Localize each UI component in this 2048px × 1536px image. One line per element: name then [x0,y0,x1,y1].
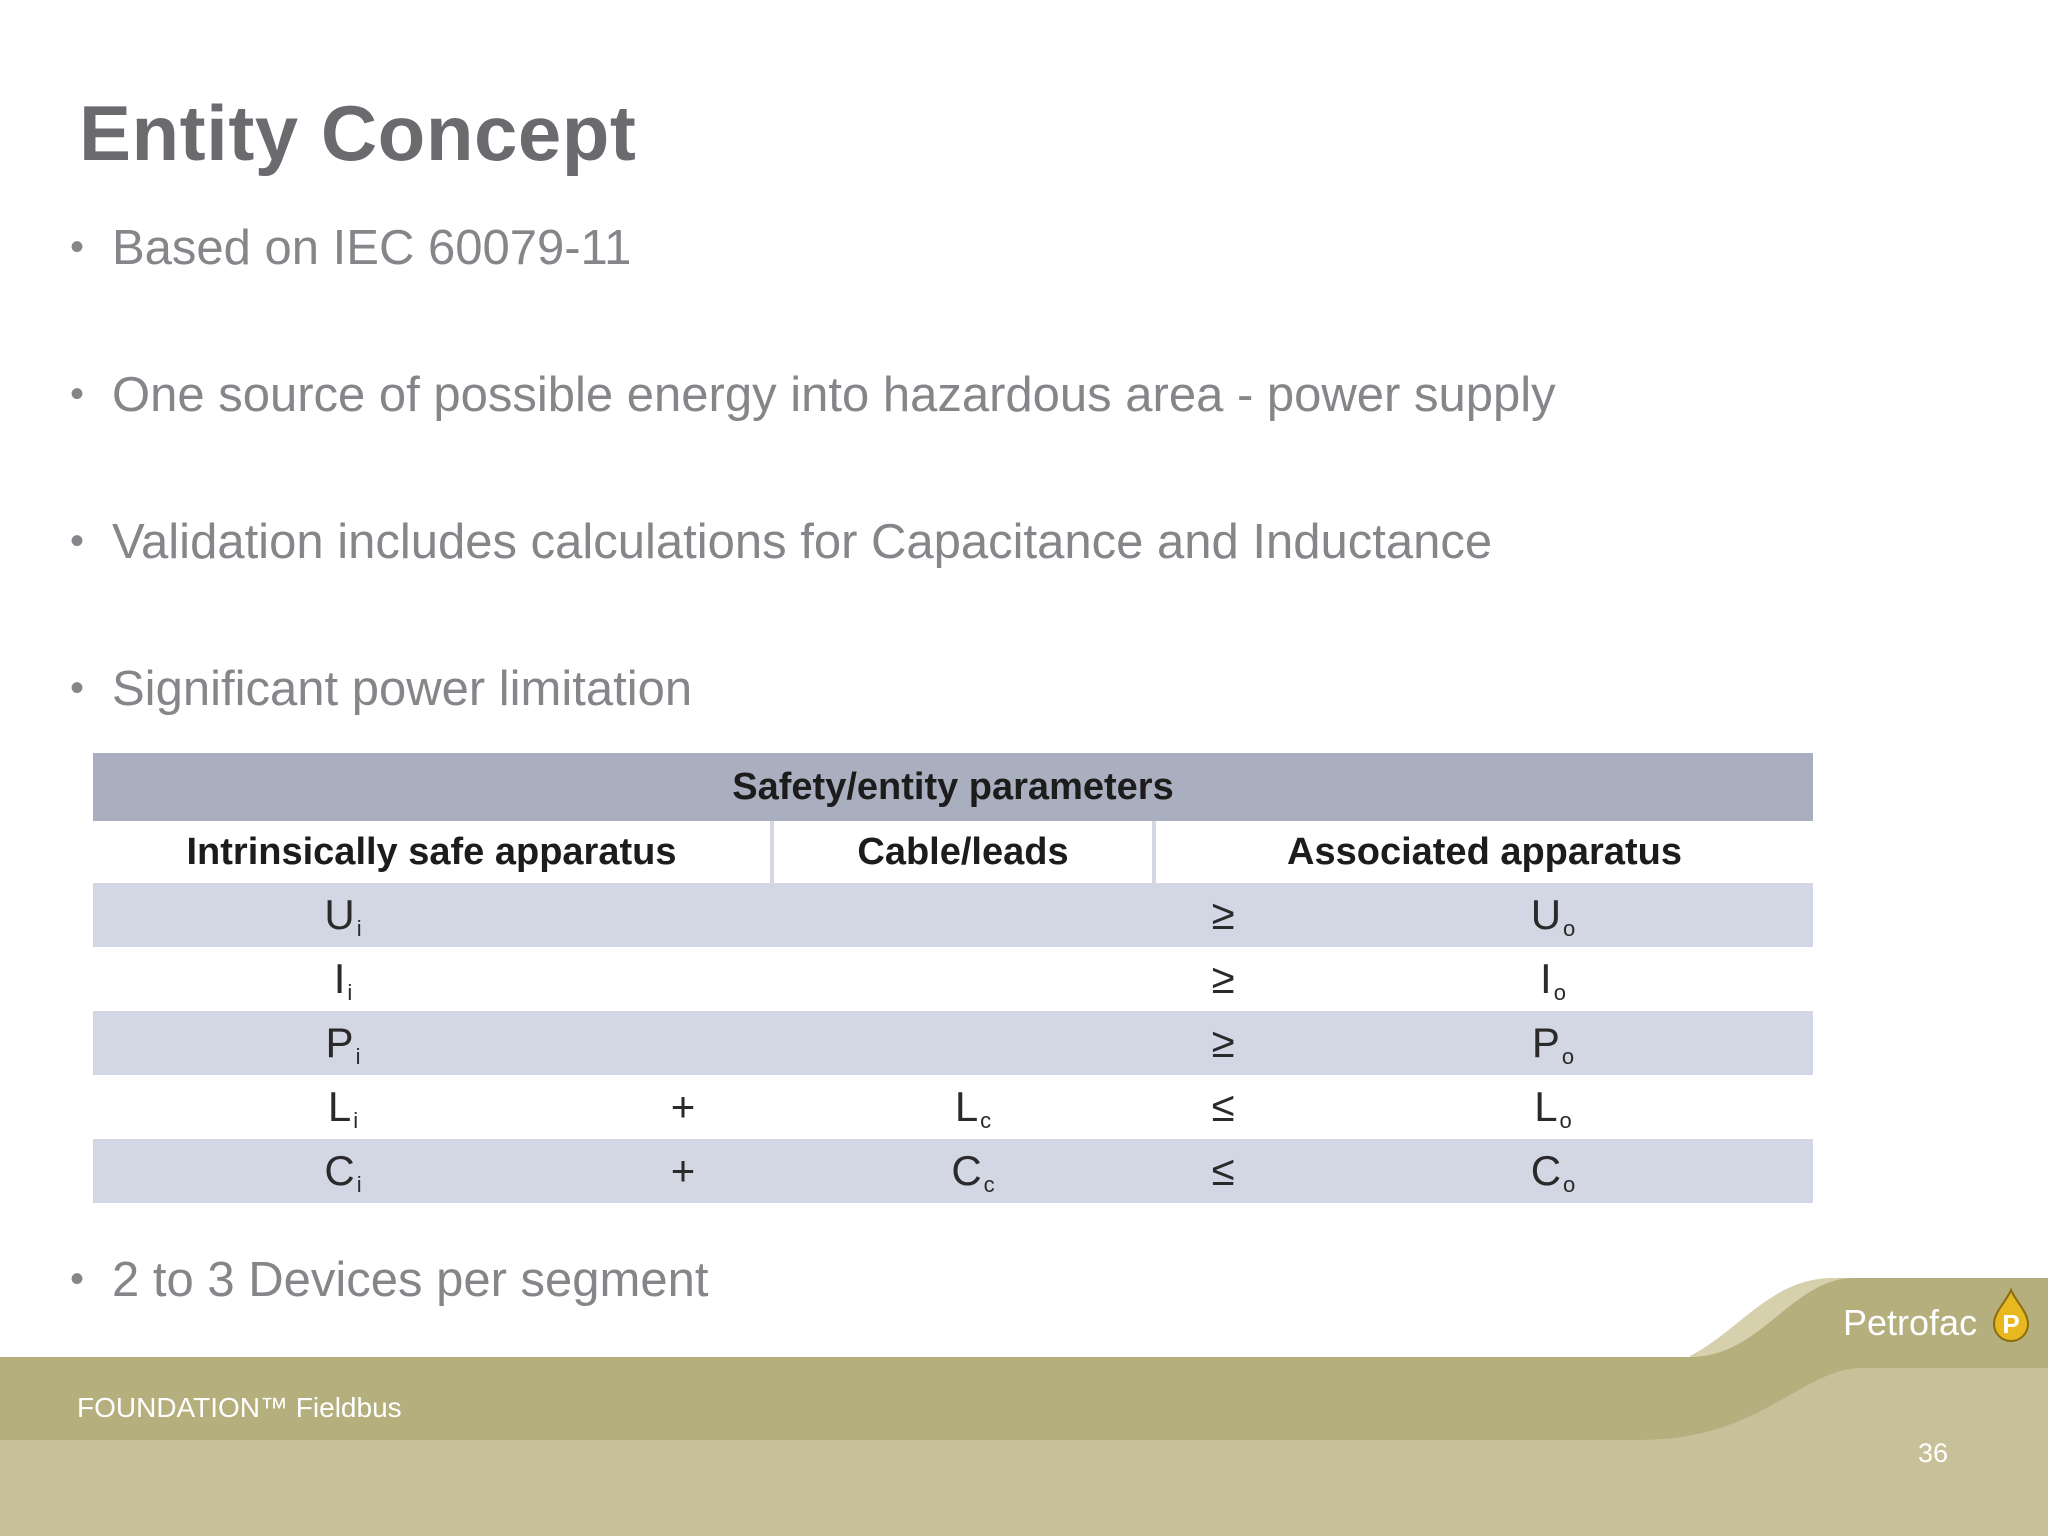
is-parameter-subscript: i [347,980,353,1005]
header-is-apparatus: Intrinsically safe apparatus [186,830,677,873]
operator [653,883,713,947]
assoc-parameter [1513,883,1593,947]
slide-title: Entity Concept [79,89,637,177]
relation [1193,883,1253,947]
is-parameter [313,1075,373,1139]
bullet-text: Based on IEC 60079-11 [112,221,632,275]
relation [1193,1011,1253,1075]
is-parameter [313,1139,373,1203]
assoc-parameter-symbol: I [1540,955,1552,1002]
is-parameter-symbol: L [327,1083,352,1130]
assoc-parameter [1513,1075,1593,1139]
assoc-parameter-subscript: o [1559,1108,1572,1133]
assoc-parameter-subscript: o [1561,1044,1575,1069]
bullet-item [70,514,1492,570]
cable-parameter [933,1011,1013,1075]
assoc-parameter-subscript: o [1553,980,1566,1005]
relation-symbol: ≥ [1211,1019,1235,1066]
operator [653,1139,713,1203]
assoc-parameter-symbol: P [1531,1019,1560,1066]
bullet-dot: • [70,371,85,416]
relation-symbol: ≥ [1211,891,1235,938]
assoc-parameter-subscript: o [1563,916,1576,941]
operator-symbol: + [670,1147,696,1194]
bullet-dot: • [70,224,85,269]
footer-text: FOUNDATION™ Fieldbus [77,1392,402,1423]
relation [1193,947,1253,1011]
bullet-item [70,367,1556,423]
is-parameter-subscript: i [355,1044,361,1069]
relation [1193,1139,1253,1203]
is-parameter-symbol: I [333,955,346,1002]
bullet-text: One source of possible energy into hazardous area - power supply [112,368,1556,422]
cable-parameter-symbol: C [951,1147,982,1194]
bullet-text: Validation includes calculations for Capacitance and Inductance [112,515,1493,569]
relation-symbol: ≤ [1211,1147,1235,1194]
bullet-text: 2 to 3 Devices per segment [112,1253,709,1307]
table-row [93,947,1813,1011]
header-cable-leads: Cable/leads [770,821,1152,883]
assoc-parameter-symbol: U [1530,891,1562,938]
bullet-item [70,661,692,717]
relation [1193,1075,1253,1139]
relation-symbol: ≤ [1211,1083,1235,1130]
table-row [93,1075,1813,1139]
bullet-dot: • [70,1256,85,1301]
is-parameter [313,883,373,947]
table-body [93,883,1813,1203]
is-parameter-symbol: U [324,891,355,938]
bullet-item [70,220,631,276]
bullet-dot: • [70,665,85,710]
oil-drop-p-icon [1990,1288,2032,1342]
assoc-parameter [1513,947,1593,1011]
assoc-parameter-subscript: o [1563,1172,1576,1197]
cable-parameter [933,883,1013,947]
is-parameter-subscript: i [356,916,362,941]
entity-parameters-table [93,753,1813,1203]
is-parameter [313,947,373,1011]
operator [653,1075,713,1139]
assoc-parameter-symbol: L [1534,1083,1558,1130]
petrofac-logo-text: Petrofac [1843,1302,1978,1343]
relation-symbol: ≥ [1211,955,1235,1002]
page-number: 36 [1918,1438,1949,1468]
table-header-row [93,821,1813,883]
svg-text:P: P [2002,1309,2020,1339]
table-row [93,1139,1813,1203]
is-parameter-subscript: i [353,1108,359,1133]
table-title: Safety/entity parameters [93,753,1813,821]
cable-parameter-subscript: c [983,1172,995,1197]
is-parameter [313,1011,373,1075]
cable-parameter [933,1139,1013,1203]
is-parameter-symbol: C [324,1147,355,1194]
assoc-parameter-symbol: C [1530,1147,1562,1194]
is-parameter-symbol: P [325,1019,354,1066]
table-row [93,1011,1813,1075]
header-associated-apparatus: Associated apparatus [1152,821,1813,883]
assoc-parameter [1513,1011,1593,1075]
bullet-dot: • [70,518,85,563]
operator [653,1011,713,1075]
operator-symbol: + [670,1083,696,1130]
is-parameter-subscript: i [356,1172,362,1197]
cable-parameter [933,1075,1013,1139]
cable-parameter-symbol: L [954,1083,979,1130]
table-row [93,883,1813,947]
bullet-text: Significant power limitation [112,662,693,716]
operator [653,947,713,1011]
cable-parameter [933,947,1013,1011]
cable-parameter-subscript: c [980,1108,992,1133]
assoc-parameter [1513,1139,1593,1203]
